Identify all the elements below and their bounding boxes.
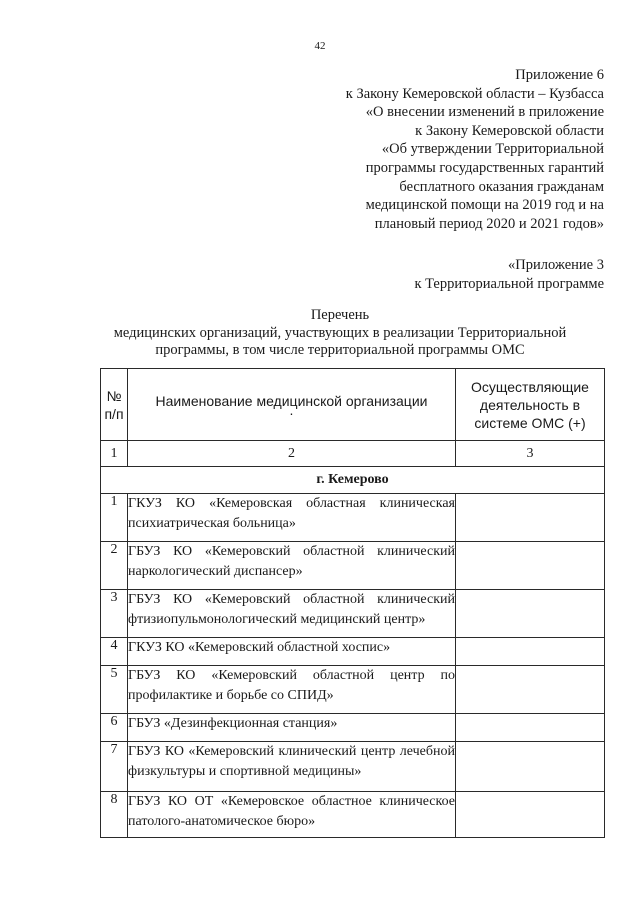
oms-cell — [456, 714, 605, 742]
organization-name: ГБУЗ КО ОТ «Кемеровское областное клиническое патолого-анатомическое бюро» — [128, 792, 456, 838]
appendix-line: Приложение 6 — [515, 67, 604, 83]
page-number: 42 — [314, 40, 326, 52]
organization-name: ГКУЗ КО «Кемеровский областной хоспис» — [128, 638, 456, 666]
organizations-table — [100, 368, 605, 838]
title-line: программы, в том числе территориальной программы ОМС — [155, 342, 525, 358]
row-number: 5 — [101, 666, 128, 714]
organization-name: ГБУЗ КО «Кемеровский клинический центр лечебной физкультуры и спортивной медицины» — [128, 742, 456, 792]
header-name — [128, 369, 456, 441]
header-num: № п/п — [101, 369, 128, 441]
organization-name: ГБУЗ КО «Кемеровский областной центр по профилактике и борьбе со СПИД» — [128, 666, 456, 714]
appendix-line: медицинской помощи на 2019 год и на — [365, 197, 604, 214]
organization-name: ГБУЗ «Дезинфекционная станция» — [128, 714, 456, 742]
column-number: 2 — [128, 441, 456, 467]
table-row — [101, 638, 605, 666]
row-number: 6 — [101, 714, 128, 742]
header-oms: Осуществляющие деятельность в системе ОМС (+) — [456, 369, 605, 441]
appendix-line: бесплатного оказания гражданам — [399, 178, 604, 195]
appendix-header — [346, 66, 604, 233]
table-row — [101, 542, 605, 590]
sub-appendix-header — [414, 256, 604, 293]
table-row — [101, 590, 605, 638]
document-title — [60, 307, 620, 360]
title-line: медицинских организаций, участвующих в реализации Территориальной — [113, 324, 567, 341]
sub-appendix-line: к Территориальной программе — [414, 275, 604, 292]
column-number-row — [101, 441, 605, 467]
header-name-label: Наименование медицинской организации — [155, 392, 428, 409]
oms-cell — [456, 494, 605, 542]
table-row — [101, 666, 605, 714]
oms-cell — [456, 792, 605, 838]
organization-name: ГКУЗ КО «Кемеровская областная клиническая психиатрическая больница» — [128, 494, 456, 542]
oms-cell — [456, 542, 605, 590]
table-row — [101, 494, 605, 542]
city-row — [101, 467, 605, 494]
table-header-row — [101, 369, 605, 441]
organization-name: ГБУЗ КО «Кемеровский областной клинический наркологический диспансер» — [128, 542, 456, 590]
table-row — [101, 792, 605, 838]
row-number: 7 — [101, 742, 128, 792]
row-number: 4 — [101, 638, 128, 666]
column-number: 1 — [101, 441, 128, 467]
title-line: Перечень — [310, 307, 370, 323]
city-heading: г. Кемерово — [101, 467, 605, 494]
appendix-line: программы государственных гарантий — [365, 159, 604, 176]
row-number: 8 — [101, 792, 128, 838]
appendix-line: к Закону Кемеровской области — [415, 122, 604, 139]
oms-cell — [456, 666, 605, 714]
appendix-line: к Закону Кемеровской области – Кузбасса — [345, 85, 604, 102]
oms-cell — [456, 590, 605, 638]
appendix-line: плановый период 2020 и 2021 годов» — [374, 215, 604, 232]
table-row — [101, 714, 605, 742]
row-number: 2 — [101, 542, 128, 590]
row-number: 3 — [101, 590, 128, 638]
table-row — [101, 742, 605, 792]
column-number: 3 — [456, 441, 605, 467]
organization-name: ГБУЗ КО «Кемеровский областной клинический фтизиопульмонологический медицинский центр» — [128, 590, 456, 638]
header-dot: · — [289, 404, 294, 421]
appendix-line: «О внесении изменений в приложение — [365, 104, 604, 121]
oms-cell — [456, 742, 605, 792]
appendix-line: «Об утверждении Территориальной — [381, 141, 604, 158]
oms-cell — [456, 638, 605, 666]
row-number: 1 — [101, 494, 128, 542]
sub-appendix-line: «Приложение 3 — [508, 257, 604, 273]
